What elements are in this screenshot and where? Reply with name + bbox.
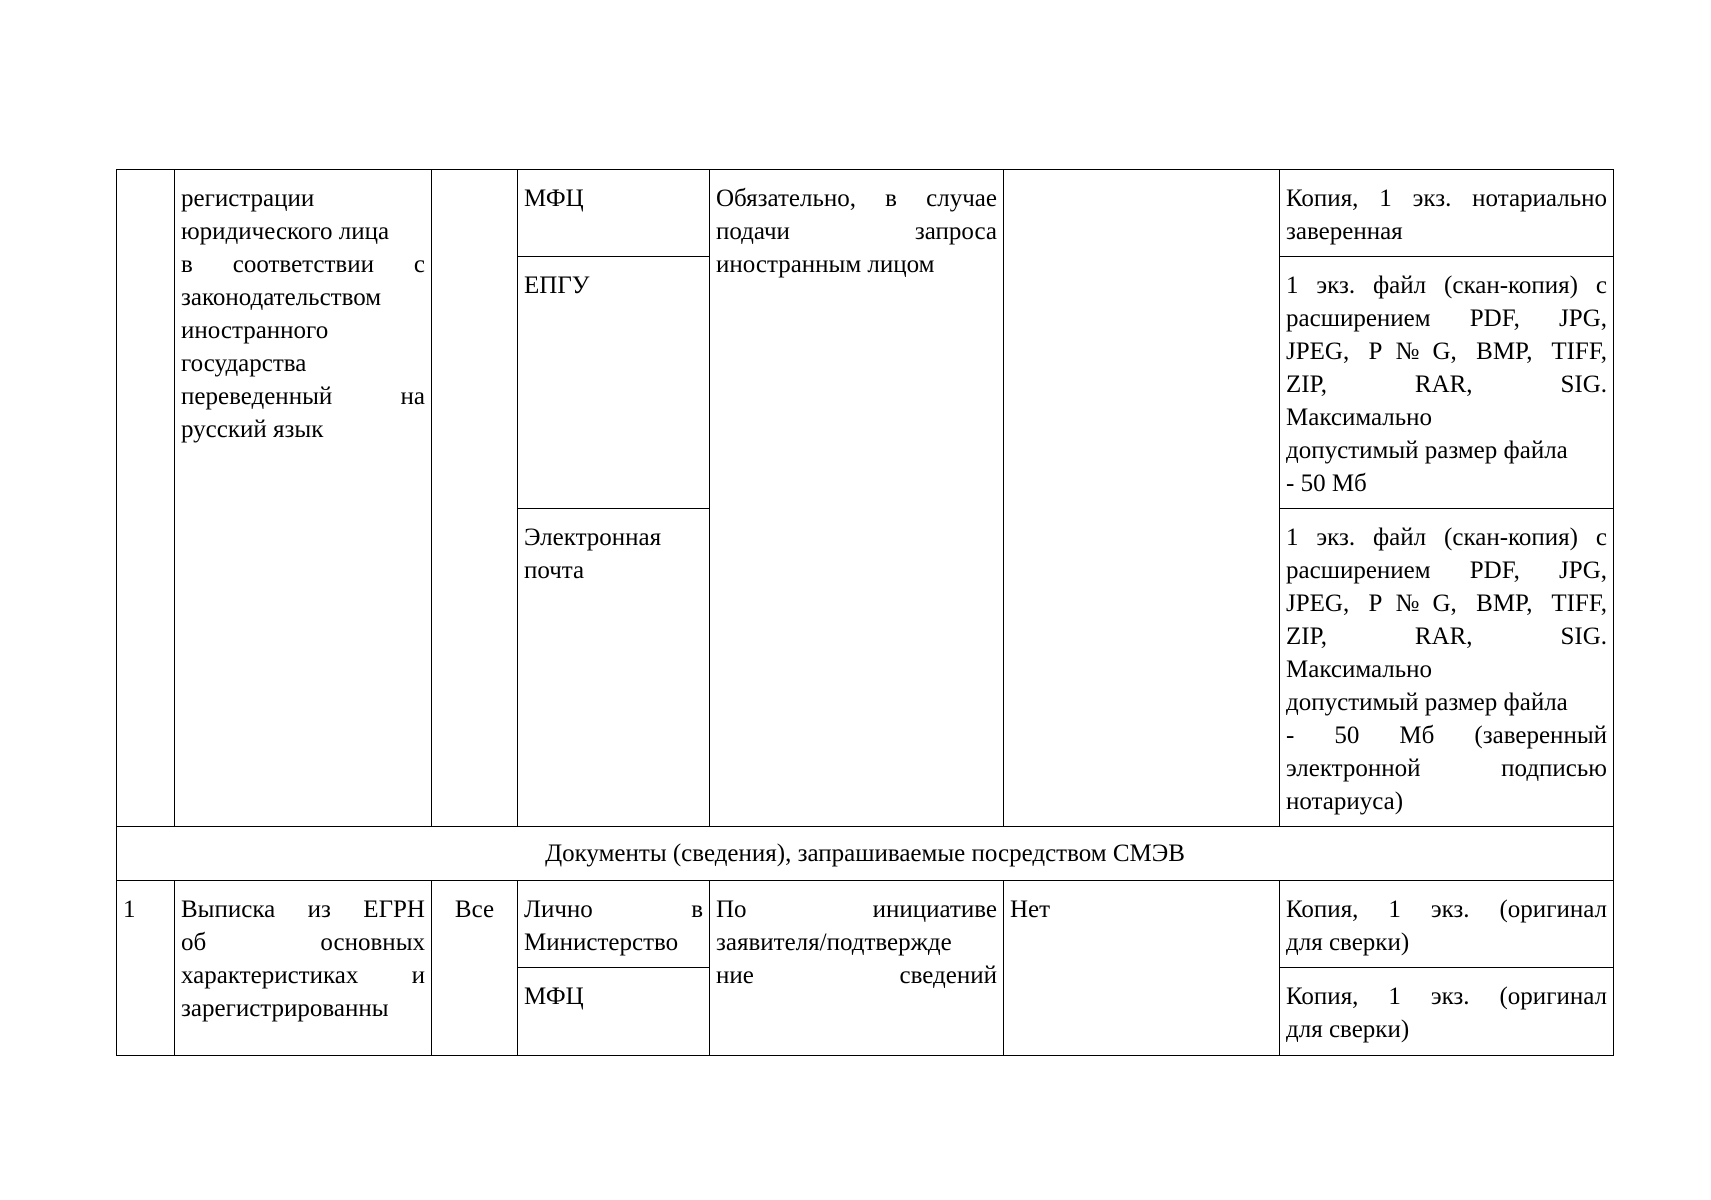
form-line: заверенная <box>1286 218 1403 245</box>
cell-form-in-person <box>1280 881 1614 968</box>
doc-name-line: зарегистрированны <box>181 995 389 1022</box>
continuation-row-mfc <box>117 170 1614 257</box>
form-line: допустимый размер файла <box>1286 689 1568 716</box>
cell-applicants: Все <box>432 881 518 1056</box>
cell-channel-mfc: МФЦ <box>518 170 710 257</box>
form-line: Копия, 1 экз. нотариально <box>1286 185 1607 212</box>
channel-line: Электронная <box>524 524 662 551</box>
doc-name-line: характеристиках и <box>181 962 425 989</box>
cell-document-name <box>175 881 432 1056</box>
doc-name-line: в соответствии с <box>181 251 425 278</box>
cell-form-mfc <box>1280 170 1614 257</box>
cell-form-mfc <box>1280 968 1614 1056</box>
requirement-line: подачи запроса <box>716 218 997 245</box>
form-line: расширением PDF, JPG, <box>1286 557 1607 584</box>
section-heading-row <box>117 827 1614 881</box>
doc-name-line: законодательством <box>181 284 382 311</box>
form-line: расширением PDF, JPG, <box>1286 305 1607 332</box>
doc-name-line: государства <box>181 350 307 377</box>
table-row <box>117 881 1614 968</box>
form-line: - 50 Мб <box>1286 470 1367 497</box>
doc-name-line: иностранного <box>181 317 329 344</box>
form-line: JPEG, P№G, BMP, TIFF, <box>1286 338 1607 365</box>
form-line: Максимально <box>1286 404 1433 431</box>
form-line: допустимый размер файла <box>1286 437 1568 464</box>
section-heading: Документы (сведения), запрашиваемые посредством СМЭВ <box>117 827 1614 881</box>
cell-original-empty <box>1004 170 1280 827</box>
channel-line: Лично в <box>524 896 703 923</box>
form-line: Копия, 1 экз. (оригинал <box>1286 983 1607 1010</box>
cell-applicants-empty <box>432 170 518 827</box>
form-line: Копия, 1 экз. (оригинал <box>1286 896 1607 923</box>
channel-line: Министерство <box>524 929 679 956</box>
form-line: для сверки) <box>1286 1016 1410 1043</box>
doc-name-line: русский язык <box>181 416 324 443</box>
requirement-line: ние сведений <box>716 962 997 989</box>
requirement-line: иностранным лицом <box>716 251 935 278</box>
cell-form-email <box>1280 509 1614 827</box>
cell-number-empty <box>117 170 175 827</box>
cell-original-required: Нет <box>1004 881 1280 1056</box>
doc-name-line: переведенный на <box>181 383 425 410</box>
form-line: для сверки) <box>1286 929 1410 956</box>
doc-name-line: регистрации <box>181 185 315 212</box>
form-line: нотариуса) <box>1286 788 1404 815</box>
requirement-line: По инициативе <box>716 896 997 923</box>
channel-line: почта <box>524 557 585 584</box>
cell-requirement <box>710 170 1004 827</box>
form-line: ZIP, RAR, SIG. <box>1286 623 1607 650</box>
form-line: ZIP, RAR, SIG. <box>1286 371 1607 398</box>
doc-name-line: Выписка из ЕГРН <box>181 896 425 923</box>
cell-channel-email <box>518 509 710 827</box>
form-line: JPEG, P№G, BMP, TIFF, <box>1286 590 1607 617</box>
form-line: - 50 Мб (заверенный <box>1286 722 1607 749</box>
services-documents-table <box>116 169 1614 1056</box>
cell-channel-in-person <box>518 881 710 968</box>
cell-channel-epgu: ЕПГУ <box>518 257 710 509</box>
cell-row-number: 1 <box>117 881 175 1056</box>
form-line: 1 экз. файл (скан-копия) с <box>1286 272 1607 299</box>
cell-requirement <box>710 881 1004 1056</box>
form-line: электронной подписью <box>1286 755 1607 782</box>
doc-name-line: об основных <box>181 929 425 956</box>
cell-form-epgu <box>1280 257 1614 509</box>
requirement-line: Обязательно, в случае <box>716 185 997 212</box>
cell-channel-mfc: МФЦ <box>518 968 710 1056</box>
requirement-line: заявителя/подтвержде <box>716 929 952 956</box>
cell-document-name <box>175 170 432 827</box>
doc-name-line: юридического лица <box>181 218 390 245</box>
form-line: 1 экз. файл (скан-копия) с <box>1286 524 1607 551</box>
form-line: Максимально <box>1286 656 1433 683</box>
